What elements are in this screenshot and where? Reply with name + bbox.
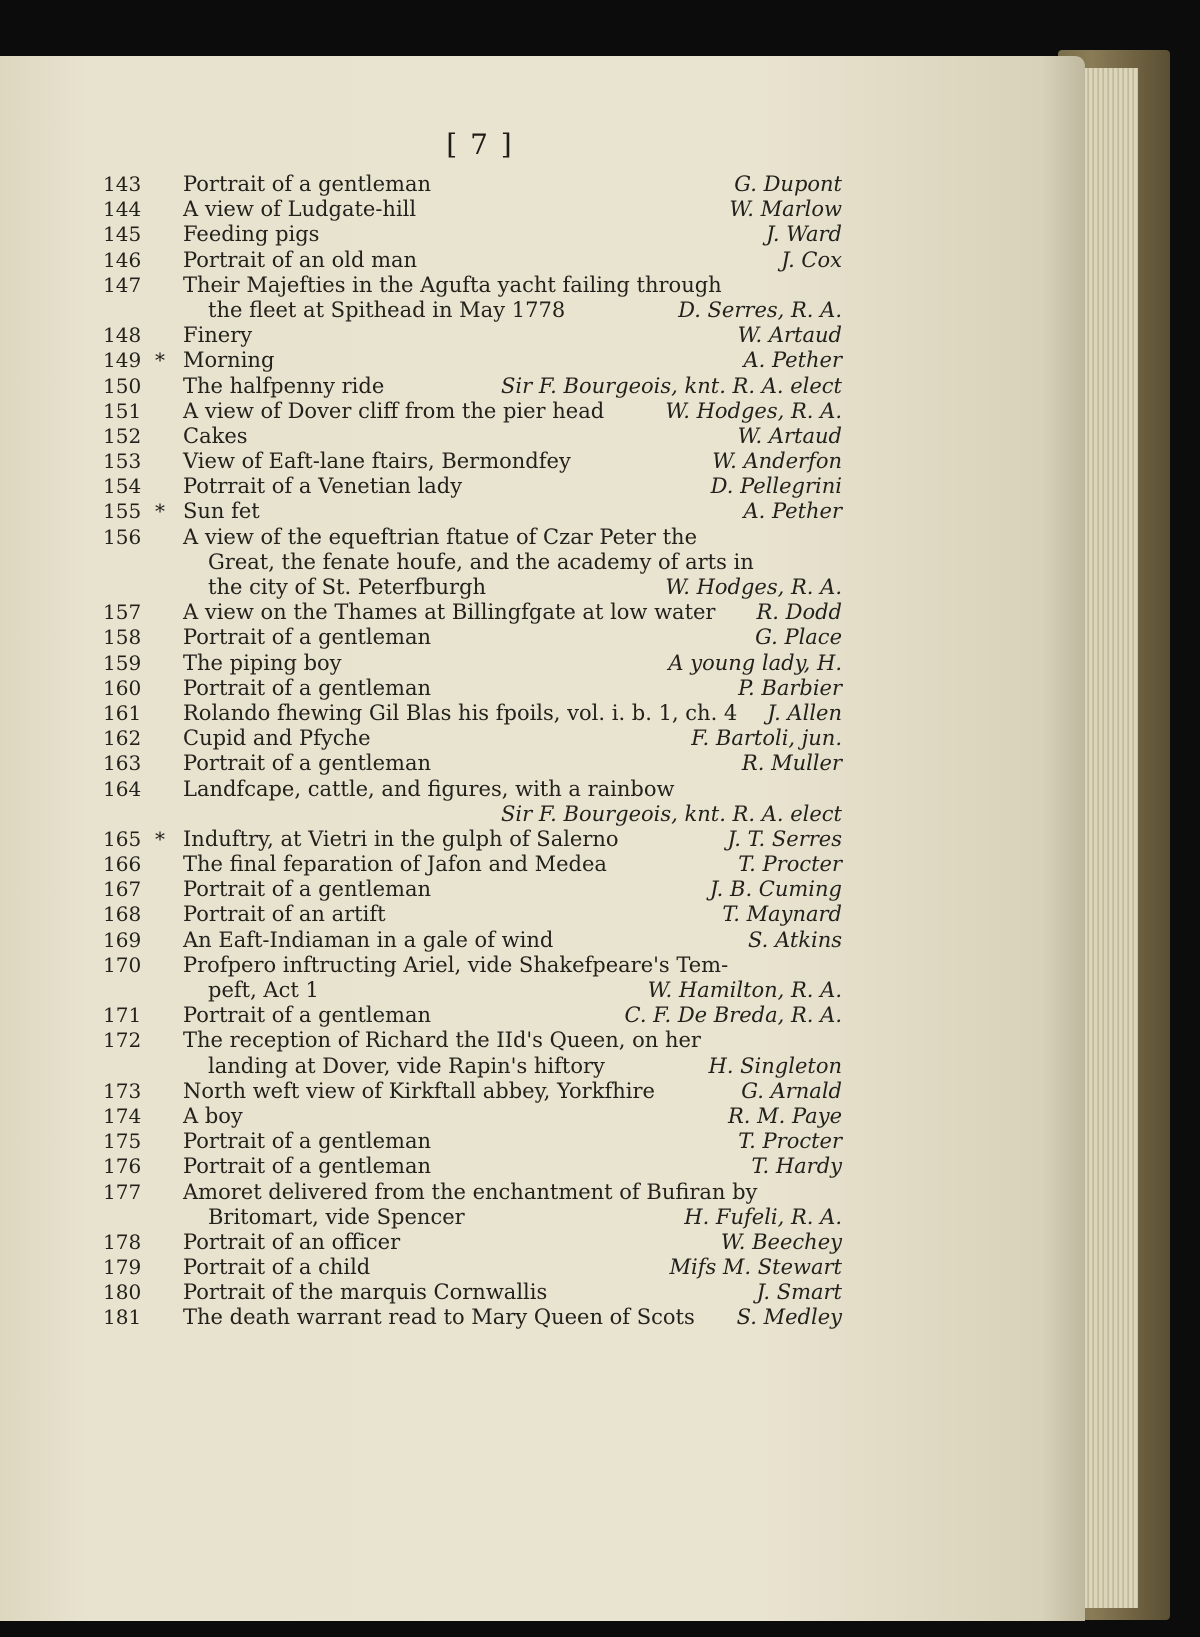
entry-star-mark: * [155, 499, 165, 524]
entry-title: Portrait of a child [183, 1255, 371, 1280]
catalogue-entry [0, 374, 1085, 399]
entry-number: 155 [103, 499, 142, 524]
entry-number: 148 [103, 323, 142, 348]
entry-title: North weft view of Kirkftall abbey, Yorkfhire [183, 1078, 655, 1103]
catalogue-entry [0, 550, 1085, 575]
catalogue-entry [0, 651, 1085, 676]
catalogue-entry [0, 525, 1085, 550]
page-header: [ 7 ] [446, 128, 514, 161]
entry-artist: S. Atkins [748, 927, 842, 952]
entry-artist: J. T. Serres [727, 826, 842, 851]
entry-artist: T. Procter [738, 852, 842, 877]
entry-number: 181 [103, 1305, 142, 1330]
entry-title: An Eaft-Indiaman in a gale of wind [183, 927, 554, 952]
entry-artist: D. Serres, R. A. [678, 297, 842, 322]
entry-title: A view of the equeftrian ftatue of Czar Peter the [183, 524, 698, 549]
entry-number: 179 [103, 1255, 142, 1280]
entry-number: 147 [103, 272, 142, 297]
entry-artist: W. Hodges, R. A. [665, 398, 842, 423]
catalogue-entry [0, 575, 1085, 600]
entry-title: Britomart, vide Spencer [208, 1204, 465, 1229]
entry-title: Portrait of a gentleman [183, 172, 432, 196]
catalogue-entry [0, 928, 1085, 953]
entry-number: 157 [103, 600, 142, 625]
catalogue-entry [0, 827, 1085, 852]
entry-number: 176 [103, 1154, 142, 1179]
entry-artist: R. M. Paye [727, 1103, 842, 1128]
entry-title: Portrait of a gentleman [183, 877, 432, 902]
entry-title: Portrait of a gentleman [183, 1154, 432, 1179]
entry-title: View of Eaft-lane ftairs, Bermondfey [183, 449, 571, 474]
catalogue-entry [0, 1129, 1085, 1154]
entry-title: Potrrait of a Venetian lady [183, 474, 463, 499]
entry-number: 143 [103, 172, 142, 196]
catalogue-entry [0, 1255, 1085, 1280]
entry-title: Portrait of a gentleman [183, 751, 432, 776]
catalogue-entry [0, 1003, 1085, 1028]
entry-artist: C. F. De Breda, R. A. [624, 1003, 842, 1028]
entry-number: 166 [103, 852, 142, 877]
catalogue-entry [0, 777, 1085, 802]
catalogue-entry [0, 172, 1085, 197]
entry-number: 162 [103, 726, 142, 751]
entry-number: 154 [103, 474, 142, 499]
entry-number: 163 [103, 751, 142, 776]
catalogue-entry [0, 701, 1085, 726]
entry-number: 146 [103, 247, 142, 272]
entry-star-mark: * [155, 826, 165, 851]
entry-artist: P. Barbier [738, 675, 842, 700]
entry-number: 161 [103, 700, 142, 725]
entry-artist: W. Anderfon [712, 449, 842, 474]
catalogue-entry [0, 751, 1085, 776]
catalogue-entries [0, 172, 1085, 1331]
catalogue-entry [0, 298, 1085, 323]
entry-title: Amoret delivered from the enchantment of Bufiran by [183, 1179, 758, 1204]
entry-artist: T. Procter [738, 1129, 842, 1154]
catalogue-entry [0, 852, 1085, 877]
entry-artist: J. B. Cuming [709, 877, 842, 902]
catalogue-entry [0, 399, 1085, 424]
entry-number: 180 [103, 1280, 142, 1305]
entry-title: Portrait of a gentleman [183, 675, 432, 700]
entry-number: 150 [103, 373, 142, 398]
catalogue-entry [0, 1028, 1085, 1053]
entry-title: A view of Dover cliff from the pier head [183, 398, 605, 423]
entry-artist: S. Medley [736, 1305, 842, 1330]
entry-title: Their Majefties in the Agufta yacht failing through [183, 272, 722, 297]
entry-number: 160 [103, 675, 142, 700]
catalogue-entry [0, 348, 1085, 373]
entry-title: A view on the Thames at Billingfgate at low water [183, 600, 716, 625]
entry-artist: H. Singleton [708, 1053, 842, 1078]
entry-title: the city of St. Peterfburgh [208, 575, 487, 599]
entry-artist: Mifs M. Stewart [669, 1255, 842, 1280]
entry-title: Portrait of an artift [183, 902, 386, 927]
entry-number: 153 [103, 449, 142, 474]
entry-title: peft, Act 1 [208, 978, 319, 1002]
entry-star-mark: * [155, 348, 165, 373]
entry-title: Portrait of an old man [183, 247, 418, 272]
entry-artist: W. Hamilton, R. A. [647, 978, 842, 1002]
entry-number: 175 [103, 1129, 142, 1154]
entry-number: 172 [103, 1028, 142, 1053]
entry-artist: R. Muller [741, 751, 842, 776]
catalogue-entry [0, 1104, 1085, 1129]
entry-title: Feeding pigs [183, 222, 320, 247]
entry-title: Sun fet [183, 499, 260, 524]
entry-artist: W. Artaud [737, 323, 842, 348]
catalogue-entry [0, 1079, 1085, 1104]
entry-title: The final feparation of Jafon and Medea [183, 852, 607, 877]
entry-title: Portrait of an officer [183, 1229, 401, 1254]
entry-number: 174 [103, 1103, 142, 1128]
catalogue-entry [0, 1054, 1085, 1079]
catalogue-entry [0, 197, 1085, 222]
catalogue-entry [0, 1154, 1085, 1179]
catalogue-entry [0, 449, 1085, 474]
entry-title: Great, the fenate houfe, and the academy of arts in [208, 549, 754, 574]
catalogue-entry [0, 877, 1085, 902]
entry-artist: A. Pether [743, 348, 842, 373]
catalogue-entry [0, 978, 1085, 1003]
entry-number: 164 [103, 776, 142, 801]
catalogue-entry [0, 273, 1085, 298]
entry-number: 156 [103, 524, 142, 549]
entry-number: 173 [103, 1078, 142, 1103]
entry-artist: J. Ward [766, 222, 842, 247]
entry-title: The reception of Richard the IId's Queen, on her [183, 1028, 701, 1053]
catalogue-entry [0, 902, 1085, 927]
entry-artist: G. Arnald [741, 1078, 842, 1103]
entry-number: 152 [103, 423, 142, 448]
entry-number: 178 [103, 1229, 142, 1254]
entry-number: 158 [103, 625, 142, 650]
entry-number: 177 [103, 1179, 142, 1204]
entry-title: Rolando fhewing Gil Blas his fpoils, vol. i. b. 1, ch. 4 [183, 700, 738, 725]
entry-number: 149 [103, 348, 142, 373]
entry-title: A view of Ludgate-hill [183, 197, 417, 222]
catalogue-entry [0, 726, 1085, 751]
entry-title: Portrait of a gentleman [183, 625, 432, 650]
catalogue-entry [0, 222, 1085, 247]
entry-number: 169 [103, 927, 142, 952]
catalogue-entry [0, 499, 1085, 524]
catalogue-entry [0, 953, 1085, 978]
entry-title: Portrait of the marquis Cornwallis [183, 1280, 548, 1305]
entry-title: landing at Dover, vide Rapin's hiftory [208, 1053, 605, 1078]
entry-title: Profpero inftructing Ariel, vide Shakefpeare's Tem- [183, 952, 729, 977]
entry-title: the fleet at Spithead in May 1778 [208, 297, 566, 322]
catalogue-entry [0, 323, 1085, 348]
entry-artist: W. Artaud [737, 423, 842, 448]
catalogue-entry [0, 1205, 1085, 1230]
entry-number: 165 [103, 826, 142, 851]
entry-title: Portrait of a gentleman [183, 1003, 432, 1028]
entry-artist: J. Cox [781, 247, 842, 272]
entry-title: Cupid and Pfyche [183, 726, 371, 751]
entry-artist: W. Marlow [729, 197, 842, 222]
entry-number: 151 [103, 398, 142, 423]
catalogue-entry [0, 248, 1085, 273]
entry-artist: W. Hodges, R. A. [665, 575, 842, 599]
catalogue-entry [0, 676, 1085, 701]
entry-number: 144 [103, 197, 142, 222]
catalogue-entry [0, 1305, 1085, 1330]
entry-title: A boy [183, 1103, 243, 1128]
entry-title: Finery [183, 323, 253, 348]
entry-number: 145 [103, 222, 142, 247]
entry-artist: F. Bartoli, jun. [691, 726, 842, 751]
catalogue-entry [0, 1230, 1085, 1255]
entry-artist: R. Dodd [756, 600, 842, 625]
entry-number: 170 [103, 952, 142, 977]
catalogue-entry [0, 474, 1085, 499]
entry-artist: G. Dupont [734, 172, 842, 196]
entry-title: The piping boy [183, 650, 342, 675]
entry-number: 159 [103, 650, 142, 675]
entry-number: 168 [103, 902, 142, 927]
entry-title: Induftry, at Vietri in the gulph of Salerno [183, 826, 619, 851]
catalogue-entry [0, 802, 1085, 827]
entry-artist: T. Hardy [751, 1154, 842, 1179]
catalogue-entry [0, 1180, 1085, 1205]
entry-title: Morning [183, 348, 275, 373]
entry-number: 167 [103, 877, 142, 902]
entry-artist: Sir F. Bourgeois, knt. R. A. elect [501, 373, 842, 398]
entry-artist: A. Pether [743, 499, 842, 524]
entry-title: Cakes [183, 423, 248, 448]
entry-artist: Sir F. Bourgeois, knt. R. A. elect [501, 801, 842, 826]
catalogue-entry [0, 625, 1085, 650]
entry-artist: J. Smart [756, 1280, 842, 1305]
entry-artist: W. Beechey [720, 1229, 842, 1254]
entry-title: The death warrant read to Mary Queen of Scots [183, 1305, 695, 1330]
entry-artist: H. Fufeli, R. A. [684, 1204, 842, 1229]
entry-title: The halfpenny ride [183, 373, 385, 398]
entry-artist: D. Pellegrini [710, 474, 842, 499]
catalogue-entry [0, 1280, 1085, 1305]
entry-artist: J. Allen [767, 700, 842, 725]
entry-title: Landfcape, cattle, and figures, with a rainbow [183, 776, 675, 801]
entry-artist: T. Maynard [722, 902, 842, 927]
entry-title: Portrait of a gentleman [183, 1129, 432, 1154]
catalogue-entry [0, 424, 1085, 449]
entry-artist: G. Place [755, 625, 842, 650]
entry-number: 171 [103, 1003, 142, 1028]
catalogue-entry [0, 600, 1085, 625]
entry-artist: A young lady, H. [668, 650, 842, 675]
